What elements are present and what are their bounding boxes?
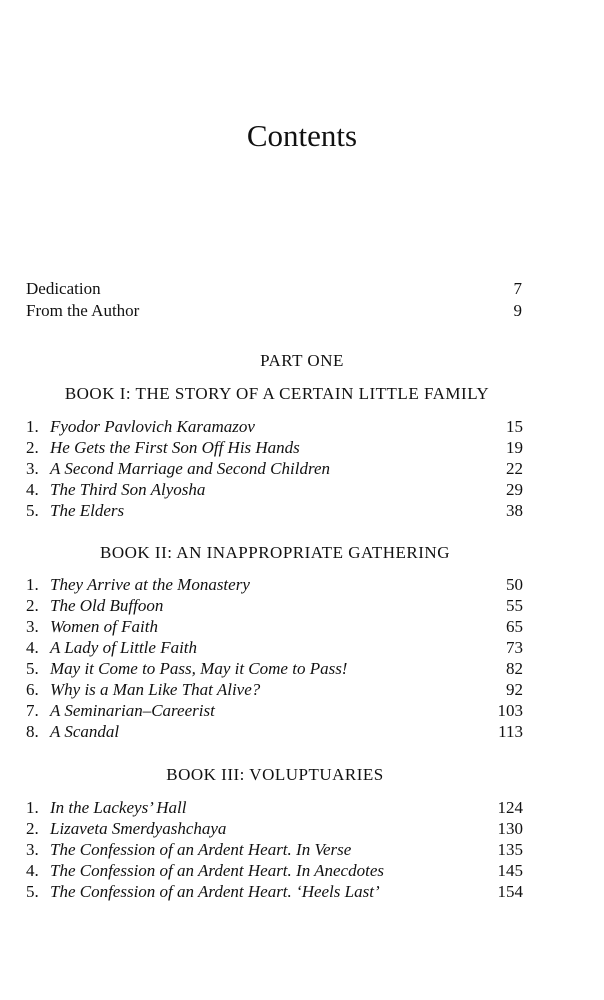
chapter-page: 19 — [506, 438, 523, 457]
chapter-number: 6. — [26, 680, 39, 699]
toc-chapter[interactable] — [26, 479, 523, 500]
chapter-number: 8. — [26, 722, 39, 741]
toc-entry-dedication[interactable] — [26, 278, 522, 300]
chapter-page: 55 — [506, 596, 523, 615]
chapter-number: 2. — [26, 819, 39, 838]
chapter-page: 130 — [497, 819, 523, 838]
chapter-page: 82 — [506, 659, 523, 678]
chapter-number: 1. — [26, 798, 39, 817]
chapter-page: 65 — [506, 617, 523, 636]
chapter-number: 4. — [26, 861, 39, 880]
chapter-number: 5. — [26, 501, 39, 520]
chapter-number: 4. — [26, 480, 39, 499]
chapter-page: 50 — [506, 575, 523, 594]
chapter-number: 1. — [26, 575, 39, 594]
chapter-title: They Arrive at the Monastery — [50, 575, 250, 594]
book-heading: BOOK III: VOLUPTUARIES — [166, 765, 384, 784]
part-heading: PART ONE — [260, 351, 344, 370]
chapter-title: He Gets the First Son Off His Hands — [50, 438, 300, 457]
toc-chapter[interactable] — [26, 416, 523, 437]
chapter-page: 73 — [506, 638, 523, 657]
book-heading: BOOK I: THE STORY OF A CERTAIN LITTLE FAMILY — [64, 384, 490, 403]
toc-chapter[interactable] — [26, 881, 523, 902]
toc-chapter[interactable] — [26, 721, 523, 742]
chapter-title: A Lady of Little Faith — [50, 638, 198, 657]
chapter-page: 103 — [497, 701, 523, 720]
toc-chapter[interactable] — [26, 797, 523, 818]
chapter-page: 145 — [497, 861, 523, 880]
chapter-number: 3. — [26, 617, 39, 636]
chapter-number: 1. — [26, 417, 39, 436]
chapter-title: The Third Son Alyosha — [50, 480, 206, 499]
chapter-page: 38 — [506, 501, 523, 520]
chapter-number: 7. — [26, 701, 39, 720]
chapter-number: 2. — [26, 596, 39, 615]
chapter-number: 5. — [26, 659, 39, 678]
front-matter-list — [26, 278, 522, 322]
entry-page: 9 — [513, 301, 522, 320]
toc-chapter[interactable] — [26, 860, 523, 881]
chapter-number: 4. — [26, 638, 39, 657]
chapter-page: 15 — [506, 417, 523, 436]
chapter-title: Fyodor Pavlovich Karamazov — [50, 417, 255, 436]
chapter-number: 2. — [26, 438, 39, 457]
toc-chapter[interactable] — [26, 818, 523, 839]
chapter-page: 92 — [506, 680, 523, 699]
book-heading: BOOK II: AN INAPPROPRIATE GATHERING — [100, 543, 450, 562]
toc-chapter[interactable] — [26, 500, 523, 521]
toc-chapter[interactable] — [26, 595, 523, 616]
chapter-title: Women of Faith — [50, 617, 158, 636]
chapter-title: A Seminarian–Careerist — [50, 701, 215, 720]
toc-chapter[interactable] — [26, 574, 523, 595]
toc-chapter[interactable] — [26, 679, 523, 700]
chapter-title: In the Lackeys’ Hall — [50, 798, 187, 817]
chapter-title: A Scandal — [50, 722, 120, 741]
entry-label: Dedication — [26, 279, 101, 298]
toc-chapter[interactable] — [26, 458, 523, 479]
chapter-page: 124 — [497, 798, 523, 817]
chapter-title: Lizaveta Smerdyashchaya — [50, 819, 227, 838]
chapter-page: 135 — [497, 840, 523, 859]
chapter-page: 154 — [497, 882, 523, 901]
entry-label: From the Author — [26, 301, 140, 320]
chapter-title: May it Come to Pass, May it Come to Pass! — [50, 659, 348, 678]
chapter-list — [26, 416, 523, 521]
chapter-title: The Elders — [50, 501, 125, 520]
entry-page: 7 — [513, 279, 522, 298]
chapter-title: The Confession of an Ardent Heart. In Anecdotes — [50, 861, 384, 880]
chapter-page: 29 — [506, 480, 523, 499]
toc-chapter[interactable] — [26, 637, 523, 658]
chapter-title: Why is a Man Like That Alive? — [50, 680, 261, 699]
chapter-page: 113 — [498, 722, 523, 741]
toc-chapter[interactable] — [26, 658, 523, 679]
chapter-title: A Second Marriage and Second Children — [50, 459, 330, 478]
toc-entry-from-the-author[interactable] — [26, 300, 522, 322]
chapter-number: 3. — [26, 840, 39, 859]
page-title: Contents — [246, 118, 358, 153]
chapter-number: 5. — [26, 882, 39, 901]
chapter-list — [26, 797, 523, 902]
toc-chapter[interactable] — [26, 437, 523, 458]
toc-chapter[interactable] — [26, 839, 523, 860]
chapter-list — [26, 574, 523, 742]
chapter-page: 22 — [506, 459, 523, 478]
chapter-number: 3. — [26, 459, 39, 478]
chapter-title: The Old Buffoon — [50, 596, 164, 615]
chapter-title: The Confession of an Ardent Heart. ‘Heels Last’ — [50, 882, 380, 901]
toc-chapter[interactable] — [26, 700, 523, 721]
chapter-title: The Confession of an Ardent Heart. In Verse — [50, 840, 352, 859]
toc-chapter[interactable] — [26, 616, 523, 637]
